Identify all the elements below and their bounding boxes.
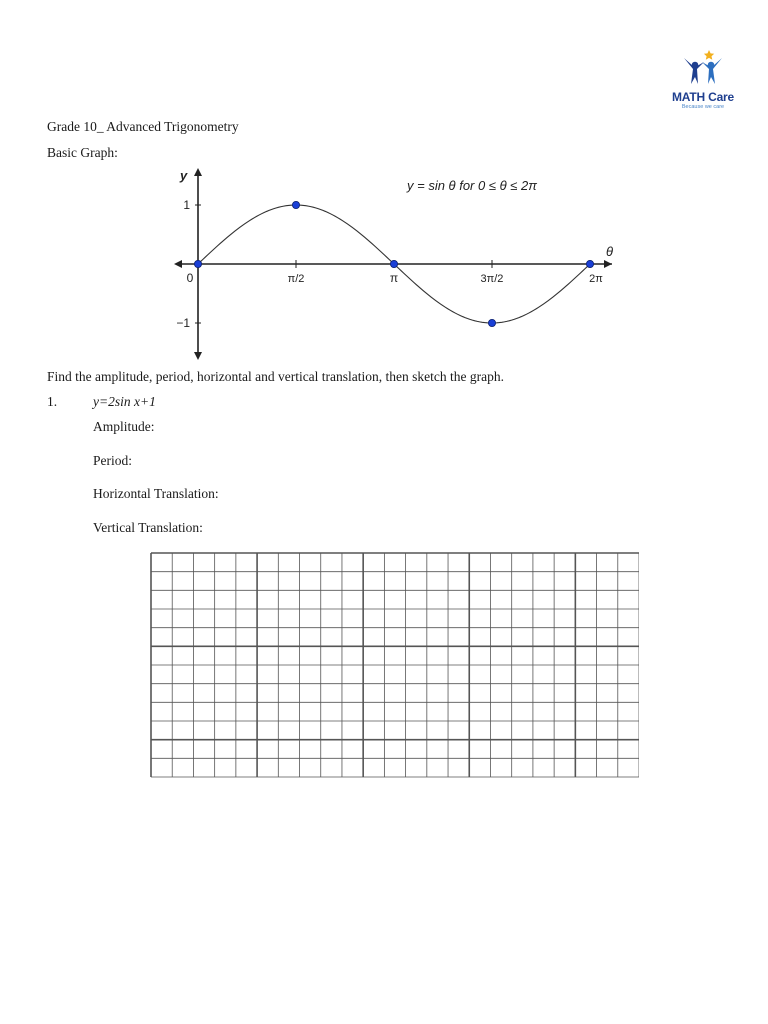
logo-tagline: Because we care bbox=[681, 104, 725, 110]
question-number: 1. bbox=[47, 394, 58, 409]
logo-figures-icon bbox=[662, 44, 744, 90]
y-tick-label: 1 bbox=[183, 198, 190, 212]
section-heading: Basic Graph: bbox=[47, 145, 118, 160]
y-axis-arrow-down bbox=[194, 352, 202, 360]
period-prompt: Period: bbox=[93, 453, 132, 468]
x-tick-label: π/2 bbox=[287, 273, 305, 285]
vertical-translation-prompt: Vertical Translation: bbox=[93, 520, 203, 535]
x-axis-arrow-left bbox=[174, 260, 182, 268]
x-tick-label: 2π bbox=[589, 273, 603, 285]
x-tick-label: 0 bbox=[186, 271, 194, 285]
horizontal-translation-prompt: Horizontal Translation: bbox=[93, 486, 219, 501]
mathcare-logo bbox=[662, 44, 744, 114]
data-point bbox=[586, 260, 593, 267]
data-point bbox=[194, 260, 201, 267]
worksheet-title: Grade 10_ Advanced Trigonometry bbox=[47, 119, 239, 134]
data-point bbox=[488, 319, 495, 326]
y-tick-label: −1 bbox=[176, 316, 190, 330]
data-point bbox=[292, 201, 299, 208]
graph-paper-grid[interactable] bbox=[149, 551, 639, 779]
question-equation: y=2sin x+1 bbox=[93, 394, 156, 409]
sine-graph bbox=[160, 160, 620, 365]
x-tick-label: π bbox=[389, 271, 399, 285]
y-axis-label: y bbox=[180, 168, 188, 183]
x-tick-label: 3π/2 bbox=[480, 273, 504, 285]
data-point bbox=[390, 260, 397, 267]
x-axis-label: θ bbox=[606, 244, 614, 259]
chart-title: y = sin θ for 0 ≤ θ ≤ 2π bbox=[407, 178, 537, 193]
logo-title: MATH Care bbox=[672, 90, 734, 104]
amplitude-prompt: Amplitude: bbox=[93, 419, 155, 434]
instructions: Find the amplitude, period, horizontal and vertical translation, then sketch the graph. bbox=[47, 369, 504, 384]
y-axis-arrow-up bbox=[194, 168, 202, 176]
x-axis-arrow-right bbox=[604, 260, 612, 268]
